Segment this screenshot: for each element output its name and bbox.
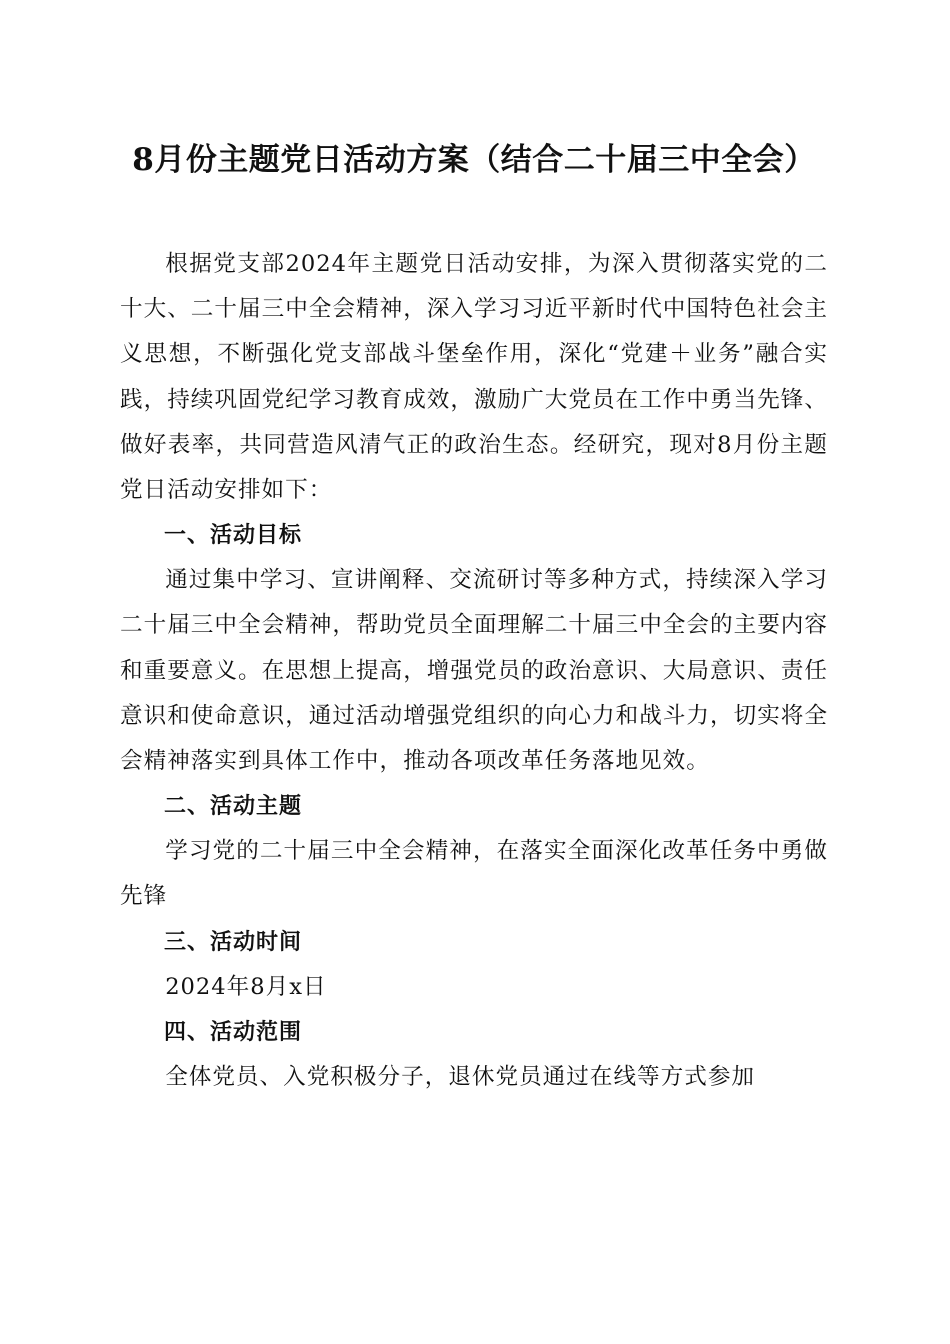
section-heading-time: 三、活动时间 bbox=[164, 929, 303, 955]
section-heading-theme: 二、活动主题 bbox=[164, 794, 303, 820]
document-body bbox=[120, 138, 828, 1100]
document-title: 8月份主题党日活动方案（结合二十届三中全会） bbox=[132, 142, 816, 178]
intro-paragraph: 根据党支部2024年主题党日活动安排，为深入贯彻落实党的二十大、二十届三中全会精神，深入学习习近平新时代中国特色社会主义思想，不断强化党支部战斗堡垒作用，深化“党建＋业务”融合实践，持续巩固党纪学习教育成效，激励广大党员在工作中勇当先锋、做好表率，共同营造风清气正的政治生态。经研究，现对8月份主题党日活动安排如下： bbox=[120, 251, 828, 504]
section-heading-scope: 四、活动范围 bbox=[164, 1019, 303, 1045]
section-body-goals: 通过集中学习、宣讲阐释、交流研讨等多种方式，持续深入学习二十届三中全会精神，帮助党员全面理解二十届三中全会的主要内容和重要意义。在思想上提高，增强党员的政治意识、大局意识、责任意识和使命意识，通过活动增强党组织的向心力和战斗力，切实将全会精神落实到具体工作中，推动各项改革任务落地见效。 bbox=[120, 567, 828, 775]
section-body-theme: 学习党的二十届三中全会精神，在落实全面深化改革任务中勇做先锋 bbox=[120, 838, 828, 910]
section-body-time: 2024年8月x日 bbox=[165, 973, 327, 1000]
section-body-scope: 全体党员、入党积极分子，退休党员通过在线等方式参加 bbox=[165, 1063, 756, 1090]
section-heading-goals: 一、活动目标 bbox=[164, 523, 303, 549]
